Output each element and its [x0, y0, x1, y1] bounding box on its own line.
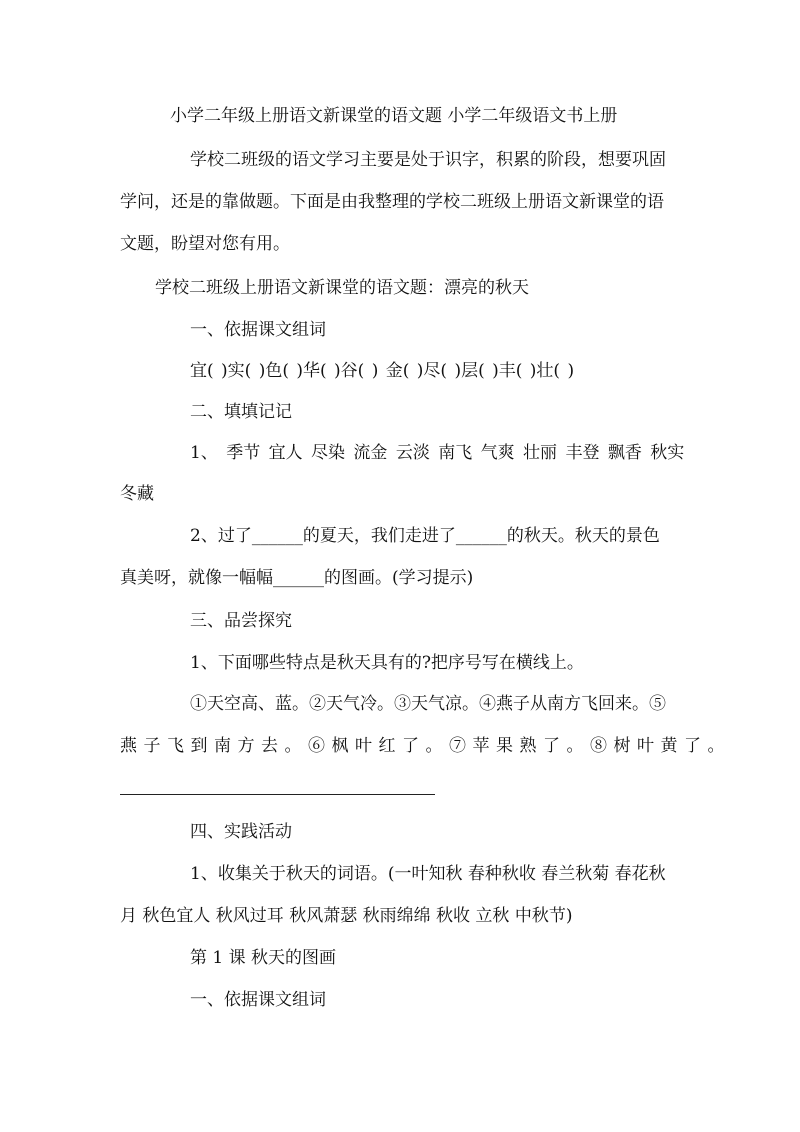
lesson-title: 第 1 课 秋天的图画	[190, 948, 337, 968]
section2-item2-line1: 2、过了______的夏天，我们走进了______的秋天。秋天的景色	[190, 526, 660, 546]
section1-heading: 一、依据课文组词	[190, 320, 326, 340]
section4-item1-line2: 月 秋色宜人 秋风过耳 秋风萧瑟 秋雨绵绵 秋收 立秋 中秋节)	[120, 906, 573, 926]
section2-item1-line2: 冬藏	[120, 484, 154, 504]
section3-heading: 三、品尝探究	[190, 611, 292, 631]
intro-line-2: 学问，还是的靠做题。下面是由我整理的学校二班级上册语文新课堂的语	[120, 192, 664, 212]
lesson-section1-heading: 一、依据课文组词	[190, 990, 326, 1010]
section4-heading: 四、实践活动	[190, 822, 292, 842]
section3-question: 1、下面哪些特点是秋天具有的?把序号写在横线上。	[190, 653, 584, 673]
section4-item1-line1: 1、收集关于秋天的词语。(一叶知秋 春种秋收 春兰秋菊 春花秋	[190, 864, 666, 884]
document-title: 小学二年级上册语文新课堂的语文题 小学二年级语文书上册	[170, 106, 618, 126]
answer-blank-line	[120, 794, 435, 795]
intro-line-1: 学校二班级的语文学习主要是处于识字，积累的阶段，想要巩固	[190, 150, 666, 170]
intro-line-3: 文题，盼望对您有用。	[120, 234, 290, 254]
section1-word-row: 宜( )实( )色( )华( )谷( ) 金( )尽( )层( )丰( )壮( )	[190, 361, 575, 381]
section3-options-line1: ①天空高、蓝。②天气冷。③天气凉。④燕子从南方飞回来。⑤	[190, 694, 666, 714]
subtitle: 学校二班级上册语文新课堂的语文题：漂亮的秋天	[155, 278, 529, 298]
section3-options-line2: 燕子飞到南方去。⑥枫叶红了。⑦苹果熟了。⑧树叶黄了。	[120, 736, 731, 756]
section2-item2-line2: 真美呀，就像一幅幅______的图画。(学习提示)	[120, 568, 474, 588]
section2-heading: 二、填填记记	[190, 402, 292, 422]
section2-item1-line1: 1、 季节 宜人 尽染 流金 云淡 南飞 气爽 壮丽 丰登 飘香 秋实	[190, 443, 685, 463]
